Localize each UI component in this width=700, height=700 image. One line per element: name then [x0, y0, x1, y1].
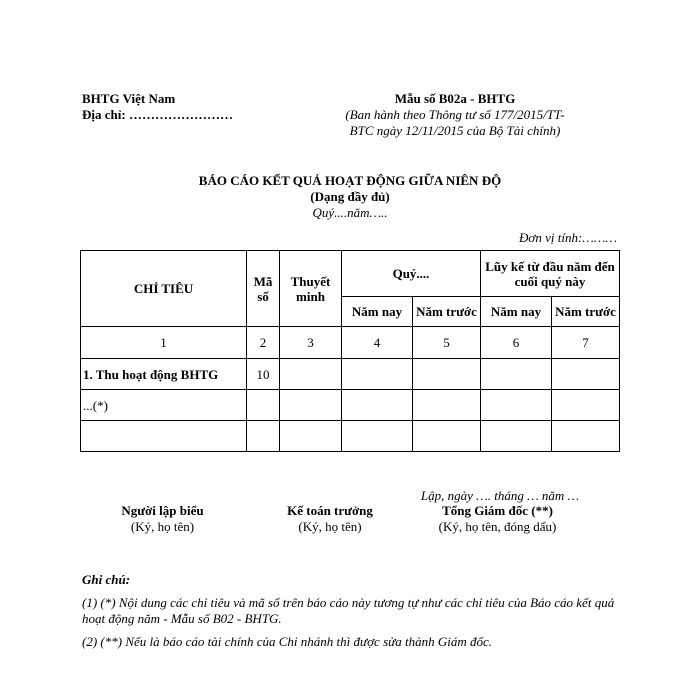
form-note-line1: (Ban hành theo Thông tư số 177/2015/TT- [345, 107, 565, 122]
col-number: 5 [413, 327, 481, 359]
empty-cell [481, 359, 552, 390]
report-title: BÁO CÁO KẾT QUẢ HOẠT ĐỘNG GIỮA NIÊN ĐỘ [198, 173, 502, 188]
header-quarter: Quý.... [342, 251, 481, 297]
row-indicator: 1. Thu hoạt động BHTG [81, 359, 247, 390]
empty-cell [342, 421, 413, 452]
note-1: (1) (*) Nội dung các chỉ tiêu và mã số trên báo cáo này tương tự như các chỉ tiêu của Báo cáo kết quả hoạt động năm - Mẫu số B02 - BHTG. [82, 595, 615, 626]
notes-block [82, 572, 622, 657]
header-quarter-this-year: Năm nay [342, 297, 413, 327]
unit-label: Đơn vị tính:……… [519, 230, 617, 245]
empty-cell [342, 390, 413, 421]
form-note-line2: BTC ngày 12/11/2015 của Bộ Tài chính) [349, 123, 561, 138]
row-code [247, 421, 280, 452]
preparer-signature [100, 503, 225, 535]
column-number-row [81, 327, 620, 359]
empty-cell [552, 359, 620, 390]
header-note: Thuyết minh [280, 251, 342, 327]
preparer-title: Người lập biểu [121, 503, 204, 518]
empty-cell [413, 421, 481, 452]
header-ytd-prev-year: Năm trước [552, 297, 620, 327]
header-indicator: CHỈ TIÊU [81, 251, 247, 327]
accountant-signature [265, 503, 395, 535]
col-number: 2 [247, 327, 280, 359]
table-header-row [81, 251, 620, 297]
empty-cell [481, 421, 552, 452]
header-quarter-prev-year: Năm trước [413, 297, 481, 327]
director-note: (Ký, họ tên, đóng dấu) [438, 519, 557, 534]
col-number: 1 [81, 327, 247, 359]
empty-cell [280, 390, 342, 421]
org-name: BHTG Việt Nam [82, 91, 176, 106]
header-ytd: Lũy kế từ đầu năm đến cuối quý này [481, 251, 620, 297]
accountant-note: (Ký, họ tên) [298, 519, 362, 534]
table-row [81, 359, 620, 390]
row-code [247, 390, 280, 421]
table-row [81, 390, 620, 421]
col-number: 4 [342, 327, 413, 359]
table-row [81, 421, 620, 452]
sign-date-line: Lập, ngày …. tháng … năm … [420, 488, 580, 503]
row-code: 10 [247, 359, 280, 390]
empty-cell [280, 421, 342, 452]
org-address: Địa chỉ: …………………… [82, 107, 233, 122]
col-number: 3 [280, 327, 342, 359]
preparer-note: (Ký, họ tên) [130, 519, 195, 534]
report-period: Quý....năm….. [312, 205, 388, 220]
report-title-block [100, 173, 600, 221]
row-indicator: ...(*) [81, 390, 247, 421]
empty-cell [481, 390, 552, 421]
empty-cell [552, 421, 620, 452]
row-indicator [81, 421, 247, 452]
form-number-block [330, 91, 580, 139]
report-subtitle: (Dạng đầy đủ) [310, 189, 390, 204]
director-title: Tổng Giám đốc (**) [442, 503, 553, 518]
empty-cell [413, 390, 481, 421]
form-number: Mẫu số B02a - BHTG [394, 91, 516, 106]
header-code: Mã số [247, 251, 280, 327]
header-ytd-this-year: Năm nay [481, 297, 552, 327]
col-number: 6 [481, 327, 552, 359]
empty-cell [552, 390, 620, 421]
col-number: 7 [552, 327, 620, 359]
empty-cell [342, 359, 413, 390]
empty-cell [413, 359, 481, 390]
director-signature [415, 503, 580, 535]
report-table [80, 250, 620, 452]
note-2: (2) (**) Nếu là báo cáo tài chính của Chi nhánh thì được sửa thành Giám đốc. [82, 634, 492, 649]
empty-cell [280, 359, 342, 390]
notes-heading: Ghi chú: [82, 572, 131, 587]
organization-block [82, 91, 233, 123]
accountant-title: Kế toán trưởng [287, 503, 373, 518]
